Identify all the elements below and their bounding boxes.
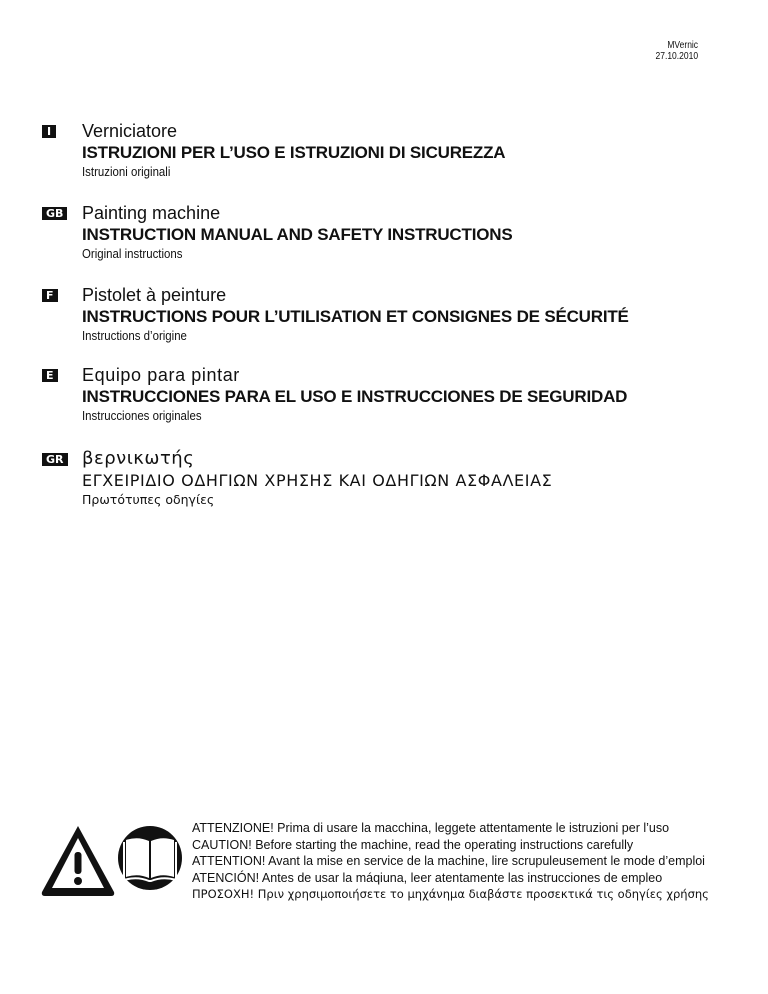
warning-italian: ATTENZIONE! Prima di usare la macchina, leggete attentamente le istruzioni per l’uso [192, 821, 670, 835]
warning-spanish: ATENCIÓN! Antes de usar la máqiuna, leer atentamente las instrucciones de empleo [192, 870, 663, 885]
product-title: Pistolet à peinture [82, 285, 227, 305]
safety-warnings [192, 820, 752, 903]
language-flag-e: E [42, 369, 58, 382]
manual-subtitle: Πρωτότυπες οδηγίες [82, 492, 215, 507]
document-date: 27.10.2010 [655, 51, 698, 62]
manual-subtitle: Instrucciones originales [82, 408, 202, 423]
product-title: βερνικωτής [82, 448, 195, 469]
language-flag-gr: GR [42, 453, 68, 466]
document-code-name: MVernic [667, 40, 698, 51]
language-flag-f: F [42, 289, 58, 302]
product-title: Verniciatore [82, 121, 178, 141]
warning-greek: ΠΡΟΣΟΧΗ! Πριν χρησιμοποιήσετε το μηχάνημα διαβάστε προσεκτικά τις οδηγίες χρήσης [192, 887, 709, 901]
manual-subtitle: Instructions d’origine [82, 328, 187, 343]
warning-english: CAUTION! Before starting the machine, read the operating instructions carefully [192, 837, 634, 852]
document-code [655, 40, 698, 62]
manual-heading: INSTRUCTIONS POUR L’UTILISATION ET CONSIGNES DE SÉCURITÉ [82, 307, 629, 326]
product-title: Equipo para pintar [82, 365, 240, 385]
manual-heading: INSTRUCCIONES PARA EL USO E INSTRUCCIONES DE SEGURIDAD [82, 387, 628, 406]
language-flag-gb: GB [42, 207, 67, 220]
manual-subtitle: Istruzioni originali [82, 164, 171, 179]
language-flag-it: I [42, 125, 56, 138]
warning-french: ATTENTION! Avant la mise en service de la machine, lire scrupuleusement le mode d’emploi [192, 854, 705, 868]
warning-triangle-icon [38, 820, 118, 900]
product-title: Painting machine [82, 203, 221, 223]
manual-subtitle: Original instructions [82, 246, 183, 261]
manual-heading: INSTRUCTION MANUAL AND SAFETY INSTRUCTIONS [82, 225, 513, 244]
instruction-manual-icon [118, 816, 182, 900]
manual-heading: ΕΓΧΕΙΡΙΔΙΟ ΟΔΗΓΙΩΝ ΧΡΗΣΗΣ ΚΑΙ ΟΔΗΓΙΩΝ ΑΣΦΑΛΕΙΑΣ [82, 471, 553, 490]
manual-heading: ISTRUZIONI PER L’USO E ISTRUZIONI DI SICUREZZA [82, 143, 506, 162]
